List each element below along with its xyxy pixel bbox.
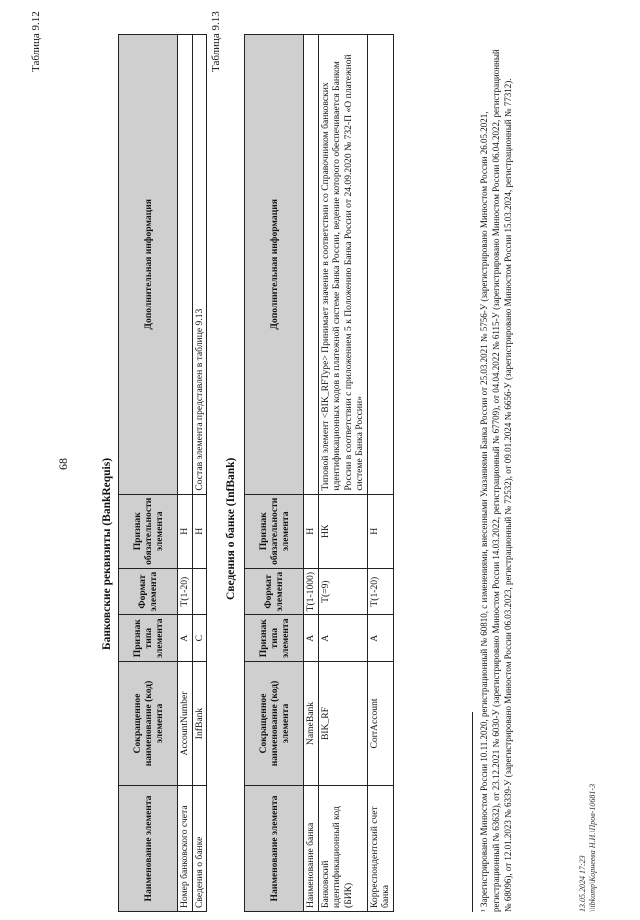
- cell-info: [367, 35, 393, 495]
- cell-type: А: [178, 615, 193, 662]
- cell-info: [178, 35, 193, 495]
- cell-required: Н: [192, 494, 207, 568]
- cell-code: CorrAccount: [367, 662, 393, 786]
- header-cell: Признак обязательности элемента: [245, 494, 304, 568]
- table-header-row: [245, 35, 304, 912]
- header-cell: Признак типа элемента: [119, 615, 178, 662]
- cell-format: [192, 568, 207, 615]
- cell-type: А: [367, 615, 393, 662]
- cell-required: Н: [367, 494, 393, 568]
- header-cell: Сокращенное наименование (код) элемента: [245, 662, 304, 786]
- header-cell: Сокращенное наименование (код) элемента: [119, 662, 178, 786]
- header-cell: Наименование элемента: [119, 786, 178, 912]
- cell-type: А: [318, 615, 367, 662]
- cell-name: Банковский идентификационный код (БИК): [318, 786, 367, 912]
- cell-info: [304, 35, 319, 495]
- table-label-9-12: Таблица 9.12: [30, 11, 42, 72]
- cell-format: T(1-1000): [304, 568, 319, 615]
- cell-name: Номер банковского счета: [178, 786, 193, 912]
- cell-code: NameBank: [304, 662, 319, 786]
- cell-format: T(1-20): [178, 568, 193, 615]
- header-cell: Формат элемента: [245, 568, 304, 615]
- table-title-inf-bank: Сведения о банке (InfBank): [225, 457, 237, 600]
- header-cell: Дополнительная информация: [119, 35, 178, 495]
- bank-requis-table: [118, 34, 207, 912]
- table-row: [367, 35, 393, 912]
- table-row: [192, 35, 207, 912]
- cell-code: AccountNumber: [178, 662, 193, 786]
- header-cell: Признак обязательности элемента: [119, 494, 178, 568]
- header-cell: Формат элемента: [119, 568, 178, 615]
- table-row: [304, 35, 319, 912]
- page-number: 68: [56, 458, 70, 470]
- table-title-bank-requis: Банковские реквизиты (BankRequis): [101, 457, 113, 650]
- cell-name: Корреспондентский счет банка: [367, 786, 393, 912]
- print-stamp: [578, 784, 598, 912]
- cell-info: Состав элемента представлен в таблице 9.13: [192, 35, 207, 495]
- header-cell: Дополнительная информация: [245, 35, 304, 495]
- cell-name: Наименование банка: [304, 786, 319, 912]
- table-row: [318, 35, 367, 912]
- cell-required: НК: [318, 494, 367, 568]
- table-row: [178, 35, 193, 912]
- cell-type: С: [192, 615, 207, 662]
- inf-bank-table: [244, 34, 394, 912]
- stamp-date: 13.05.2024 17:23: [578, 855, 587, 912]
- header-cell: Признак типа элемента: [245, 615, 304, 662]
- footnote-divider: [472, 712, 473, 912]
- table-header-row: [119, 35, 178, 912]
- table-label-9-13: Таблица 9.13: [210, 11, 222, 72]
- cell-format: T(=9): [318, 568, 367, 615]
- cell-required: Н: [304, 494, 319, 568]
- cell-name: Сведения о банке: [192, 786, 207, 912]
- cell-code: BIK_RF: [318, 662, 367, 786]
- cell-type: А: [304, 615, 319, 662]
- footnote: ¹ Зарегистрировано Минюстом России 10.11.2020, регистрационный № 60810, с изменениями, внесенными Указаниями Банка России от 25.03.2021 № 5756-У (зарегистрировано Минюстом России 26.05.2021, регистрационный № 63632), от 23.12.2021 № 6030-У (зарегистрировано Минюстом России 14.03.2022, регистрационный № 67709), от 04.04.2022 № 6115-У (зарегистрировано Минюстом России 06.04.2022, регистрационный № 68096), от 12.01.2023 № 6339-У (зарегистрировано Минюстом России 06.03.2023, регистрационный № 72532), от 09.01.2024 № 6656-У (зарегистрировано Минюстом России 15.03.2024, регистрационный № 77312).: [479, 49, 513, 912]
- stamp-path: \\ibkomp\Корнеева Н.И.\Пров-10681-3: [588, 783, 597, 912]
- header-cell: Наименование элемента: [245, 786, 304, 912]
- cell-format: T(1-20): [367, 568, 393, 615]
- cell-info: Типовой элемент <BIK_RFType> Принимает значение в соответствии со Справочником банковских идентификационных кодов в платежной системе Банка России, ведение которого обеспечивается Банком России в соответствии с приложением 5 к Положению Банка России от 24.09.2020 № 732-П «О платежной системе Банка России»: [318, 35, 367, 495]
- cell-code: InfBank: [192, 662, 207, 786]
- cell-required: Н: [178, 494, 193, 568]
